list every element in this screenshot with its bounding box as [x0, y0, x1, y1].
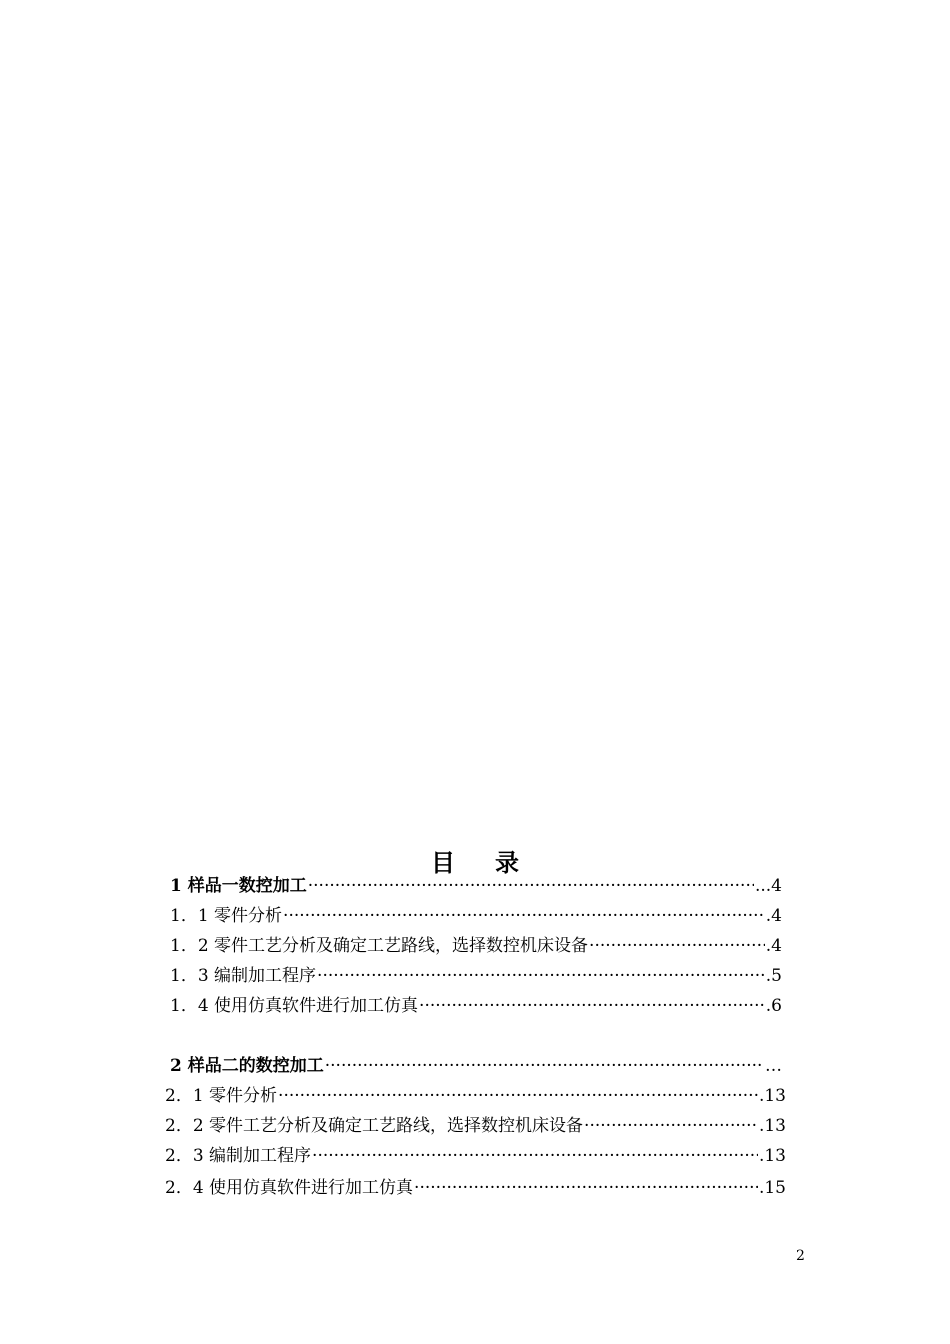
toc-entry — [170, 904, 782, 928]
toc-leader-dots — [419, 994, 765, 1018]
toc-entry-label: 1．1 零件分析 — [170, 906, 283, 926]
toc-entry — [170, 964, 782, 988]
toc-entry-label: 2．2 零件工艺分析及确定工艺路线，选择数控机床设备 — [165, 1116, 584, 1136]
toc-entry — [165, 1084, 786, 1108]
toc-entry-page: .15 — [758, 1178, 786, 1198]
toc-entry-label: 2．1 零件分析 — [165, 1086, 278, 1106]
toc-entry — [170, 994, 782, 1018]
toc-entry-label: 1．2 零件工艺分析及确定工艺路线，选择数控机床设备 — [170, 936, 589, 956]
toc-entry — [170, 874, 782, 898]
toc-entry-page: .6 — [765, 996, 782, 1016]
toc-entry — [170, 934, 782, 958]
toc-entry-label: 2．3 编制加工程序 — [165, 1146, 312, 1166]
toc-entry-page: .13 — [758, 1086, 786, 1106]
toc-leader-dots — [414, 1176, 758, 1200]
toc-entry — [165, 1176, 786, 1200]
toc-leader-dots — [325, 1054, 764, 1078]
toc-entry — [165, 1114, 786, 1138]
toc-leader-dots — [584, 1114, 758, 1138]
toc-entry-label: 2．4 使用仿真软件进行加工仿真 — [165, 1178, 414, 1198]
toc-entry-label: 1 样品一数控加工 — [170, 876, 307, 896]
toc-entry-label: 2 样品二的数控加工 — [170, 1056, 324, 1076]
toc-entry-page: ...4 — [754, 876, 782, 896]
toc-entry-page: .5 — [765, 966, 782, 986]
toc-entry-label: 1．3 编制加工程序 — [170, 966, 317, 986]
toc-leader-dots — [312, 1144, 758, 1168]
toc-entry-page: .13 — [758, 1116, 786, 1136]
toc-entry-label: 1．4 使用仿真软件进行加工仿真 — [170, 996, 419, 1016]
toc-leader-dots — [589, 934, 765, 958]
toc-leader-dots — [317, 964, 765, 988]
toc-leader-dots — [278, 1084, 758, 1108]
toc-entry-page: .4 — [765, 936, 782, 956]
toc-leader-dots — [308, 874, 754, 898]
toc-entry-page: .4 — [765, 906, 782, 926]
toc-title: 目录 — [431, 849, 559, 877]
toc-leader-dots — [283, 904, 765, 928]
toc-entry-page: .13 — [758, 1146, 786, 1166]
toc-entry — [170, 1054, 782, 1078]
page-number: 2 — [796, 1248, 805, 1264]
toc-entry-page: … — [765, 1056, 782, 1076]
toc-entry — [165, 1144, 786, 1168]
